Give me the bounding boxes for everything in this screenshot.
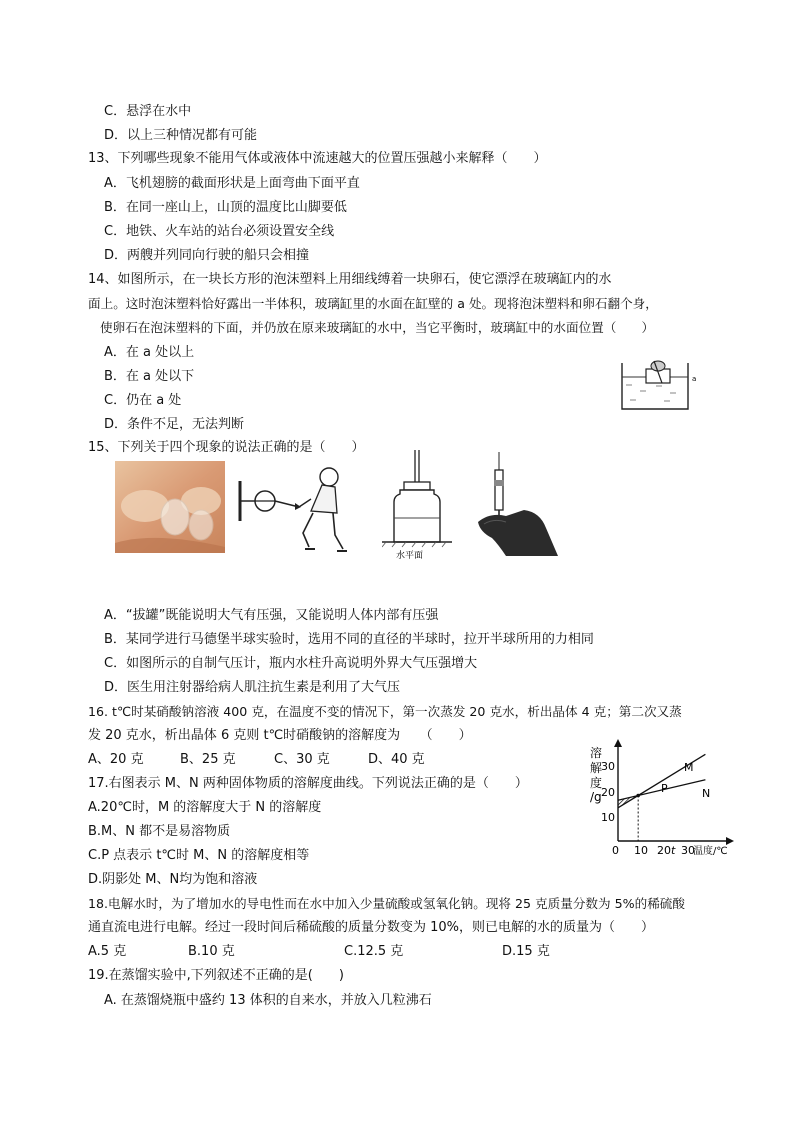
q14-option-d: D．条件不足，无法判断 [104, 417, 245, 432]
q14-stem-line-3: 使卵石在泡沫塑料的下面，并仍放在原来玻璃缸的水中，当它平衡时，玻璃缸中的水面位置（ ） [100, 320, 655, 335]
y-label-char-1: 溶 [590, 746, 603, 760]
magdeburg-hemisphere-figure [237, 463, 350, 555]
q17-option-a: A.20℃时，M 的溶解度大于 N 的溶解度 [88, 800, 322, 815]
homemade-barometer-figure [382, 448, 452, 560]
q13-option-a: A．飞机翅膀的截面形状是上面弯曲下面平直 [104, 176, 360, 191]
y-label-char-4: /g [590, 790, 602, 804]
y-label-char-3: 度 [590, 776, 603, 790]
q14-stem-line-2: 面上。这时泡沫塑料恰好露出一半体积，玻璃缸里的水面在缸壁的 a 处。现将泡沫塑料和卵石翻个身， [88, 296, 658, 311]
q14-option-a: A．在 a 处以上 [104, 345, 195, 360]
y-tick-30: 30 [601, 760, 615, 773]
x-tick-30: 30 [681, 844, 695, 857]
q18-stem-line-1: 18.电解水时，为了增加水的导电性而在水中加入少量硫酸或氢氧化钠。现将 25 克质量分数为 5%的稀硫酸 [88, 896, 685, 911]
q15-option-d: D．医生用注射器给病人肌注抗生素是利用了大气压 [104, 680, 401, 695]
glass-tank-figure [618, 355, 708, 411]
q16-option-b: B、25 克 [180, 752, 236, 767]
tank-level-label: a [692, 375, 697, 383]
x-tick-t: t [671, 844, 676, 857]
q18-stem-line-2: 通直流电进行电解。经过一段时间后稀硫酸的质量分数变为 10%，则已电解的水的质量为（ ） [88, 920, 655, 935]
x-tick-10: 10 [634, 844, 648, 857]
q15-option-c: C．如图所示的自制气压计，瓶内水柱升高说明外界大气压强增大 [104, 656, 478, 671]
q16-option-d: D、40 克 [368, 752, 425, 767]
x-tick-0: 0 [612, 844, 619, 857]
q16-stem-line-1: 16. t℃时某硝酸钠溶液 400 克，在温度不变的情况下，第一次蒸发 20 克水，析出晶体 4 克；第二次又蒸 [88, 704, 682, 719]
q18-option-a: A.5 克 [88, 944, 127, 959]
q19-stem: 19.在蒸馏实验中,下列叙述不正确的是( ) [88, 968, 344, 983]
q17-option-b: B.M、N 都不是易溶物质 [88, 824, 231, 839]
q13-stem: 13、下列哪些现象不能用气体或液体中流速越大的位置压强越小来解释（ ） [88, 151, 547, 166]
q14-stem-line-1: 14、如图所示，在一块长方形的泡沫塑料上用细线缚着一块卵石，使它漂浮在玻璃缸内的水 [88, 272, 612, 287]
y-axis-arrow [614, 739, 622, 747]
q14-option-b: B．在 a 处以下 [104, 369, 195, 384]
q17-option-c: C.P 点表示 t℃时 M、N 的溶解度相等 [88, 848, 310, 863]
q16-option-c: C、30 克 [274, 752, 330, 767]
q16-option-a: A、20 克 [88, 752, 144, 767]
q15-option-a: A．“拔罐”既能说明大气有压强，又能说明人体内部有压强 [104, 608, 439, 623]
point-p-marker [636, 794, 640, 798]
q14-option-c: C．仍在 a 处 [104, 393, 182, 408]
q17-option-d: D.阴影处 M、N均为饱和溶液 [88, 872, 258, 887]
q12-option-d: D．以上三种情况都有可能 [104, 128, 258, 143]
q18-option-c: C.12.5 克 [344, 944, 404, 959]
q13-option-d: D．两艘并列同向行驶的船只会相撞 [104, 248, 310, 263]
y-label-char-2: 解 [590, 761, 603, 775]
q13-option-c: C．地铁、火车站的站台必须设置安全线 [104, 224, 335, 239]
x-axis-label: 温度/℃ [693, 846, 728, 857]
q18-option-d: D.15 克 [502, 944, 550, 959]
cupping-photo [115, 461, 225, 553]
point-p-label: P [661, 782, 668, 795]
q16-stem-line-2: 发 20 克水，析出晶体 6 克则 t℃时硝酸钠的溶解度为 （ ） [88, 728, 472, 743]
q13-option-b: B．在同一座山上，山顶的温度比山脚要低 [104, 200, 347, 215]
y-tick-20: 20 [601, 786, 615, 799]
x-axis-arrow [726, 837, 734, 845]
q15-option-b: B．某同学进行马德堡半球实验时，选用不同的直径的半球时，拉开半球所用的力相同 [104, 632, 594, 647]
y-tick-10: 10 [601, 811, 615, 824]
q18-option-b: B.10 克 [188, 944, 235, 959]
solubility-curve-chart [588, 737, 743, 859]
x-tick-20: 20 [657, 844, 671, 857]
horizontal-surface-label: 水平面 [396, 551, 424, 560]
series-m-label: M [684, 761, 694, 774]
series-n-label: N [702, 787, 711, 800]
syringe-hand-figure [470, 452, 558, 556]
q15-stem: 15、下列关于四个现象的说法正确的是（ ） [88, 440, 365, 455]
q19-option-a: A. 在蒸馏烧瓶中盛约 13 体积的自来水，并放入几粒沸石 [104, 993, 432, 1008]
q17-stem: 17.右图表示 M、N 两种固体物质的溶解度曲线。下列说法正确的是（ ） [88, 776, 528, 791]
q12-option-c: C．悬浮在水中 [104, 104, 192, 119]
